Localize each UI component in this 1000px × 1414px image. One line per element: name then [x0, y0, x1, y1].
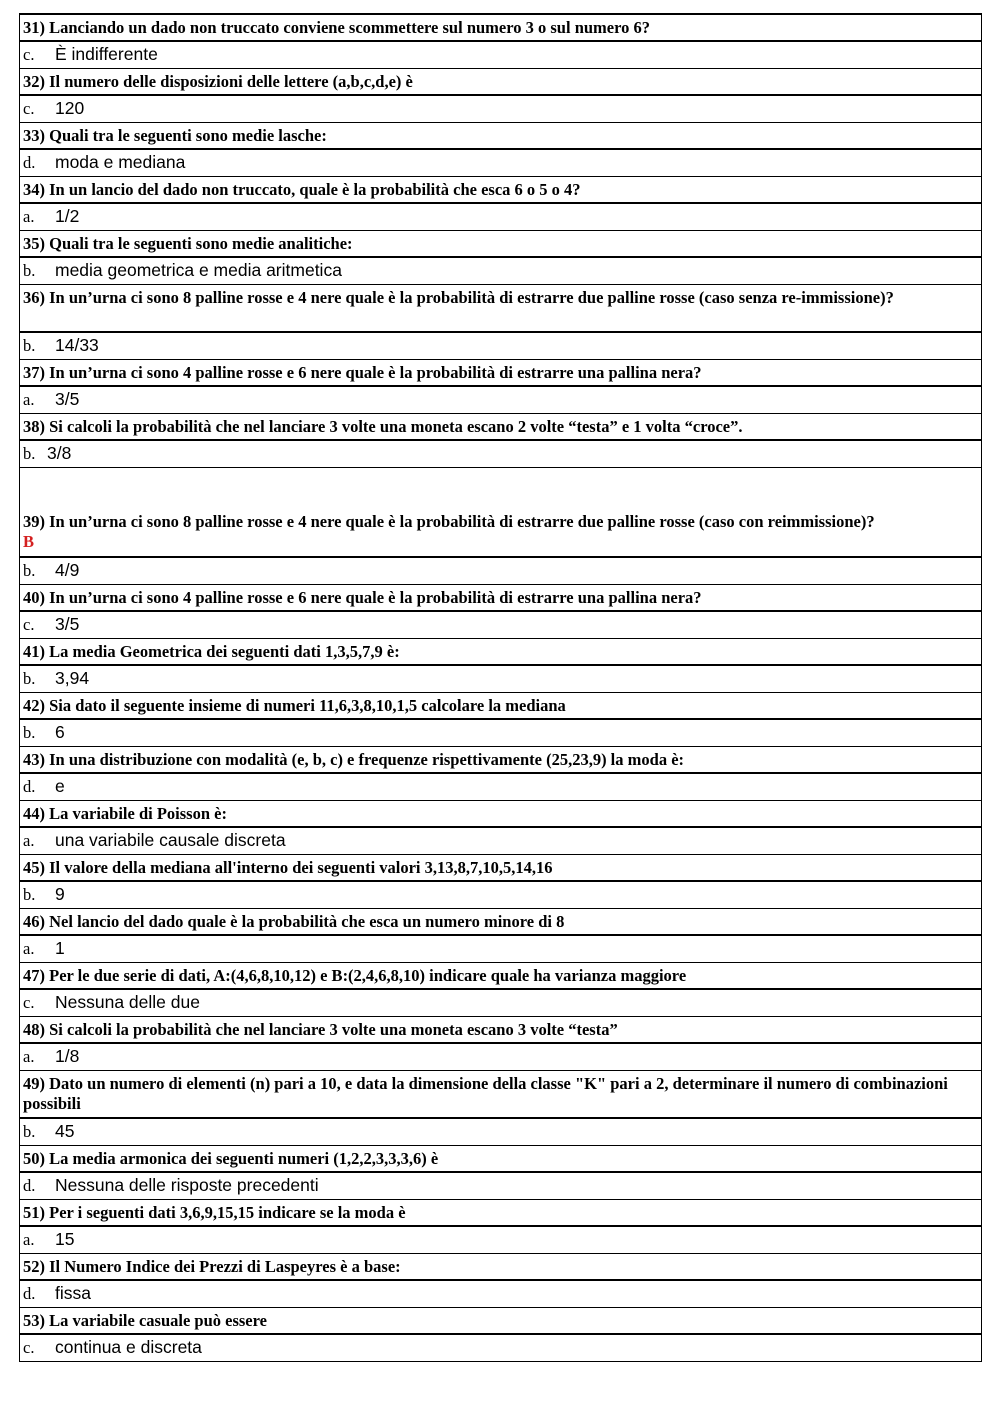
question-block-34 — [20, 177, 981, 231]
answer-letter: b. — [23, 444, 36, 463]
answer-row — [20, 558, 981, 585]
answer-row — [20, 387, 981, 414]
answer-row — [20, 1227, 981, 1254]
answer-text: 15 — [55, 1229, 75, 1249]
answer-row — [20, 258, 981, 285]
answer-row — [20, 1281, 981, 1308]
answer-row — [20, 990, 981, 1017]
answer-letter: a. — [23, 1047, 35, 1066]
answer-row — [20, 612, 981, 639]
question-text: 42) Sia dato il seguente insieme di numeri 11,6,3,8,10,1,5 calcolare la mediana — [20, 693, 981, 720]
answer-letter: c. — [23, 99, 35, 118]
answer-letter: a. — [23, 390, 35, 409]
question-text: 38) Si calcoli la probabilità che nel lanciare 3 volte una moneta escano 2 volte “testa” e 1 volta “croce”. — [20, 414, 981, 441]
question-block-32 — [20, 69, 981, 123]
question-text: 39) In un’urna ci sono 8 palline rosse e 4 nere quale è la probabilità di estrarre due palline rosse (caso con reimmissione)? — [23, 512, 875, 531]
answer-text: È indifferente — [55, 44, 158, 64]
answer-text: fissa — [55, 1283, 91, 1303]
question-text: 48) Si calcoli la probabilità che nel lanciare 3 volte una moneta escano 3 volte “testa” — [20, 1017, 981, 1044]
answer-letter: b. — [23, 261, 36, 280]
answer-row — [20, 441, 981, 468]
answer-row — [20, 1335, 981, 1362]
question-block-37 — [20, 360, 981, 414]
answer-letter: c. — [23, 1338, 35, 1357]
answer-letter: d. — [23, 1176, 36, 1195]
question-text: 51) Per i seguenti dati 3,6,9,15,15 indicare se la moda è — [20, 1200, 981, 1227]
answer-text: 3/5 — [55, 389, 80, 409]
answer-text: 1/8 — [55, 1046, 80, 1066]
question-block-50 — [20, 1146, 981, 1200]
question-block-33 — [20, 123, 981, 177]
answer-row — [20, 42, 981, 69]
question-block-52 — [20, 1254, 981, 1308]
question-text: 36) In un’urna ci sono 8 palline rosse e 4 nere quale è la probabilità di estrarre due palline rosse (caso senza re-immissione)? — [20, 285, 981, 333]
answer-letter: b. — [23, 669, 36, 688]
answer-row — [20, 1044, 981, 1071]
question-text: 49) Dato un numero di elementi (n) pari a 10, e data la dimensione della classe "K" pari a 2, determinare il numero di combinazioni possibili — [20, 1071, 981, 1119]
answer-letter: b. — [23, 885, 36, 904]
answer-letter: c. — [23, 615, 35, 634]
question-block-44 — [20, 801, 981, 855]
answer-letter: c. — [23, 993, 35, 1012]
answer-mark: B — [23, 532, 35, 551]
answer-row — [20, 96, 981, 123]
answer-letter: c. — [23, 45, 35, 64]
answer-text: 14/33 — [55, 335, 99, 355]
question-block-43 — [20, 747, 981, 801]
question-block-46 — [20, 909, 981, 963]
answer-text: Nessuna delle risposte precedenti — [55, 1175, 319, 1195]
answer-letter: b. — [23, 723, 36, 742]
answer-letter: d. — [23, 777, 36, 796]
question-text: 46) Nel lancio del dado quale è la probabilità che esca un numero minore di 8 — [20, 909, 981, 936]
question-text: 34) In un lancio del dado non truccato, quale è la probabilità che esca 6 o 5 o 4? — [20, 177, 981, 204]
question-block-53 — [20, 1308, 981, 1362]
answer-row — [20, 720, 981, 747]
question-text: 41) La media Geometrica dei seguenti dati 1,3,5,7,9 è: — [20, 639, 981, 666]
question-text: 32) Il numero delle disposizioni delle lettere (a,b,c,d,e) è — [20, 69, 981, 96]
question-block-45 — [20, 855, 981, 909]
question-text: 53) La variabile casuale può essere — [20, 1308, 981, 1335]
answer-letter: d. — [23, 1284, 36, 1303]
answer-text: una variabile causale discreta — [55, 830, 286, 850]
question-text: 50) La media armonica dei seguenti numeri (1,2,2,3,3,3,6) è — [20, 1146, 981, 1173]
question-text: 43) In una distribuzione con modalità (e, b, c) e frequenze rispettivamente (25,23,9) la moda è: — [20, 747, 981, 774]
answer-text: moda e mediana — [55, 152, 186, 172]
answer-text: 3/5 — [55, 614, 80, 634]
answer-text: Nessuna delle due — [55, 992, 200, 1012]
question-block-42 — [20, 693, 981, 747]
question-block-51 — [20, 1200, 981, 1254]
answer-row — [20, 882, 981, 909]
answer-row — [20, 828, 981, 855]
answer-text: 1 — [55, 938, 65, 958]
answer-text: 45 — [55, 1121, 75, 1141]
question-text: 52) Il Numero Indice dei Prezzi di Laspeyres è a base: — [20, 1254, 981, 1281]
answer-letter: a. — [23, 1230, 35, 1249]
answer-text: continua e discreta — [55, 1337, 202, 1357]
answer-text: 1/2 — [55, 206, 80, 226]
answer-row — [20, 150, 981, 177]
answer-row — [20, 666, 981, 693]
question-block-36 — [20, 285, 981, 360]
answer-letter: b. — [23, 1122, 36, 1141]
question-block-31 — [20, 15, 981, 69]
answer-row — [20, 936, 981, 963]
question-text: 40) In un’urna ci sono 4 palline rosse e 6 nere quale è la probabilità di estrarre una pallina nera? — [20, 585, 981, 612]
question-block-47 — [20, 963, 981, 1017]
question-block-39 — [20, 468, 981, 585]
question-block-49 — [20, 1071, 981, 1146]
question-text: 37) In un’urna ci sono 4 palline rosse e 6 nere quale è la probabilità di estrarre una pallina nera? — [20, 360, 981, 387]
answer-text: media geometrica e media aritmetica — [55, 260, 342, 280]
question-block-40 — [20, 585, 981, 639]
answer-letter: a. — [23, 939, 35, 958]
question-block-48 — [20, 1017, 981, 1071]
answer-text: 3,94 — [55, 668, 90, 688]
answer-letter: b. — [23, 561, 36, 580]
answer-letter: d. — [23, 153, 36, 172]
question-text: 44) La variabile di Poisson è: — [20, 801, 981, 828]
question-block-38 — [20, 414, 981, 468]
question-text: 31) Lanciando un dado non truccato conviene scommettere sul numero 3 o sul numero 6? — [20, 15, 981, 42]
answer-letter: b. — [23, 336, 36, 355]
answer-text: 4/9 — [55, 560, 80, 580]
question-text: 33) Quali tra le seguenti sono medie lasche: — [20, 123, 981, 150]
answer-letter: a. — [23, 831, 35, 850]
question-text: 35) Quali tra le seguenti sono medie analitiche: — [20, 231, 981, 258]
answer-text: 6 — [55, 722, 65, 742]
answer-text: 120 — [55, 98, 85, 118]
answer-row — [20, 1119, 981, 1146]
answer-text: 9 — [55, 884, 65, 904]
answer-row — [20, 774, 981, 801]
answer-text: 3/8 — [47, 443, 72, 463]
answer-text: e — [55, 776, 65, 796]
answer-row — [20, 204, 981, 231]
quiz-answer-table — [19, 13, 982, 1362]
question-block-41 — [20, 639, 981, 693]
question-text: 45) Il valore della mediana all'interno dei seguenti valori 3,13,8,7,10,5,14,16 — [20, 855, 981, 882]
answer-row — [20, 333, 981, 360]
answer-letter: a. — [23, 207, 35, 226]
question-cell — [20, 468, 981, 558]
question-text: 47) Per le due serie di dati, A:(4,6,8,10,12) e B:(2,4,6,8,10) indicare quale ha varianza maggiore — [20, 963, 981, 990]
answer-row — [20, 1173, 981, 1200]
question-block-35 — [20, 231, 981, 285]
